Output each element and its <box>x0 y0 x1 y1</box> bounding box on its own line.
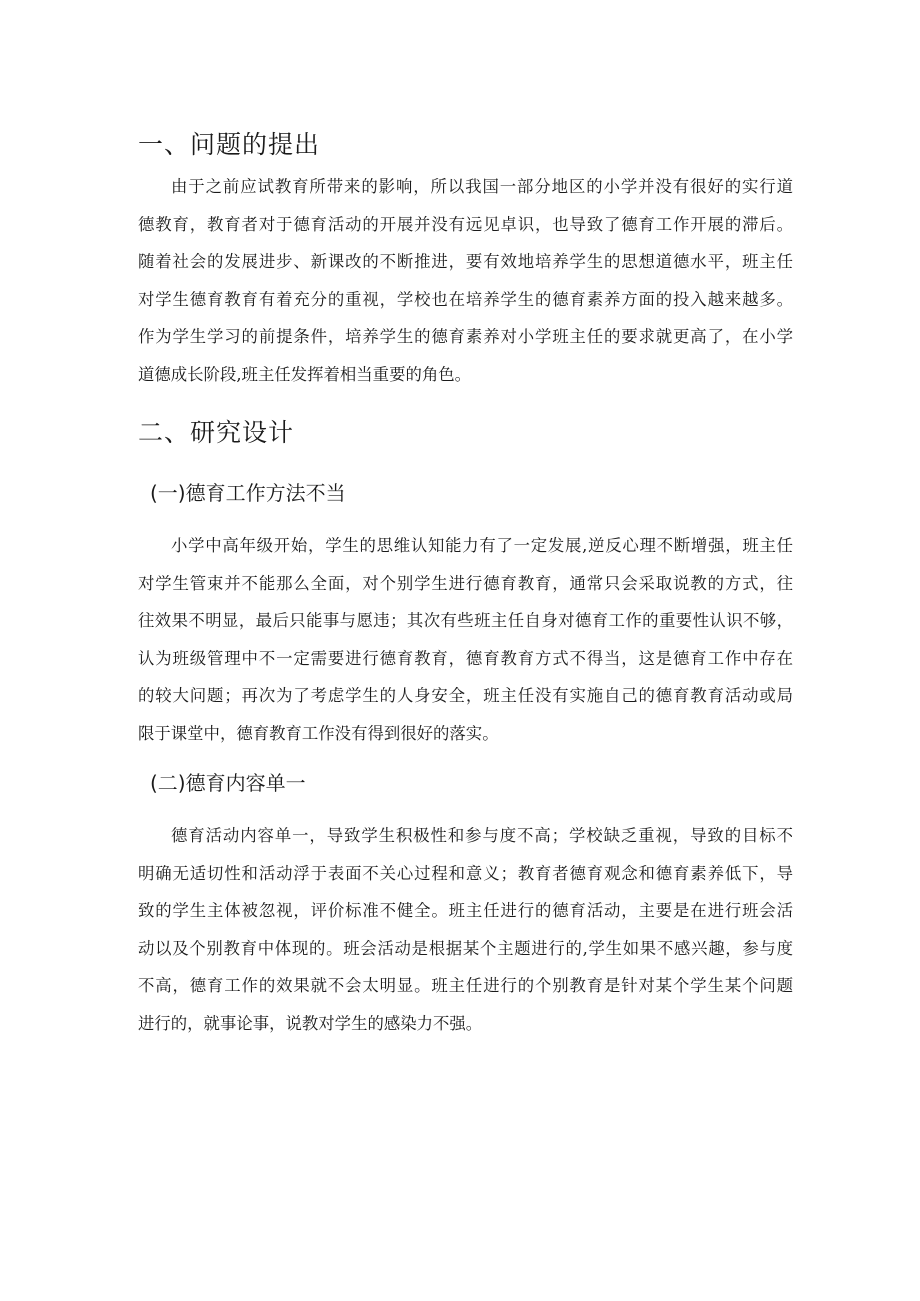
paragraph-line: 由于之前应试教育所带来的影响，所以我国一部分地区的小学并没有很好的实行道 <box>171 177 793 196</box>
paragraph-line: 对学生德育教育有着充分的重视，学校也在培养学生的德育素养方面的投入越来越多。 <box>138 289 793 309</box>
paragraph-line: 认为班级管理中不一定需要进行德育教育，德育教育方式不得当，这是德育工作中存在 <box>138 648 793 668</box>
paragraph-line: 往效果不明显，最后只能事与愿违；其次有些班主任自身对德育工作的重要性认识不够， <box>138 611 793 631</box>
paragraph-line: 对学生管束并不能那么全面，对个别学生进行德育教育，通常只会采取说教的方式，往 <box>138 573 793 593</box>
paragraph-line: 德教育，教育者对于德育活动的开展并没有远见卓识，也导致了德育工作开展的滞后。 <box>138 214 793 234</box>
paragraph-line: 的较大问题；再次为了考虑学生的人身安全，班主任没有实施自己的德育教育活动或局 <box>138 686 793 706</box>
subsection-heading-1: (一)德育工作方法不当 <box>150 481 346 505</box>
paragraph-line: 德育活动内容单一，导致学生积极性和参与度不高；学校缺乏重视，导致的目标不 <box>171 826 793 845</box>
paragraph-line: 道德成长阶段,班主任发挥着相当重要的角色。 <box>138 364 472 384</box>
section-heading-1: 一、问题的提出 <box>138 130 321 159</box>
paragraph-content <box>138 817 793 1043</box>
paragraph-line: 作为学生学习的前提条件，培养学生的德育素养对小学班主任的要求就更高了，在小学 <box>138 327 793 347</box>
paragraph-problem-statement <box>138 168 793 394</box>
paragraph-line: 致的学生主体被忽视，评价标准不健全。班主任进行的德育活动，主要是在进行班会活 <box>138 901 793 921</box>
subsection-heading-2: (二)德育内容单一 <box>150 771 306 795</box>
paragraph-line: 不高，德育工作的效果就不会太明显。班主任进行的个别教育是针对某个学生某个问题 <box>138 976 793 996</box>
paragraph-method <box>138 527 793 753</box>
paragraph-line: 进行的，就事论事，说教对学生的感染力不强。 <box>138 1013 483 1033</box>
paragraph-line: 限于课堂中，德育教育工作没有得到很好的落实。 <box>138 723 499 743</box>
paragraph-line: 明确无适切性和活动浮于表面不关心过程和意义；教育者德育观念和德育素养低下，导 <box>138 863 793 883</box>
paragraph-line: 随着社会的发展进步、新课改的不断推进，要有效地培养学生的思想道德水平，班主任 <box>138 252 793 272</box>
paragraph-line: 动以及个别教育中体现的。班会活动是根据某个主题进行的,学生如果不感兴趣，参与度 <box>138 938 793 958</box>
paragraph-line: 小学中高年级开始，学生的思维认知能力有了一定发展,逆反心理不断增强，班主任 <box>171 536 793 555</box>
section-heading-2: 二、研究设计 <box>138 418 295 447</box>
